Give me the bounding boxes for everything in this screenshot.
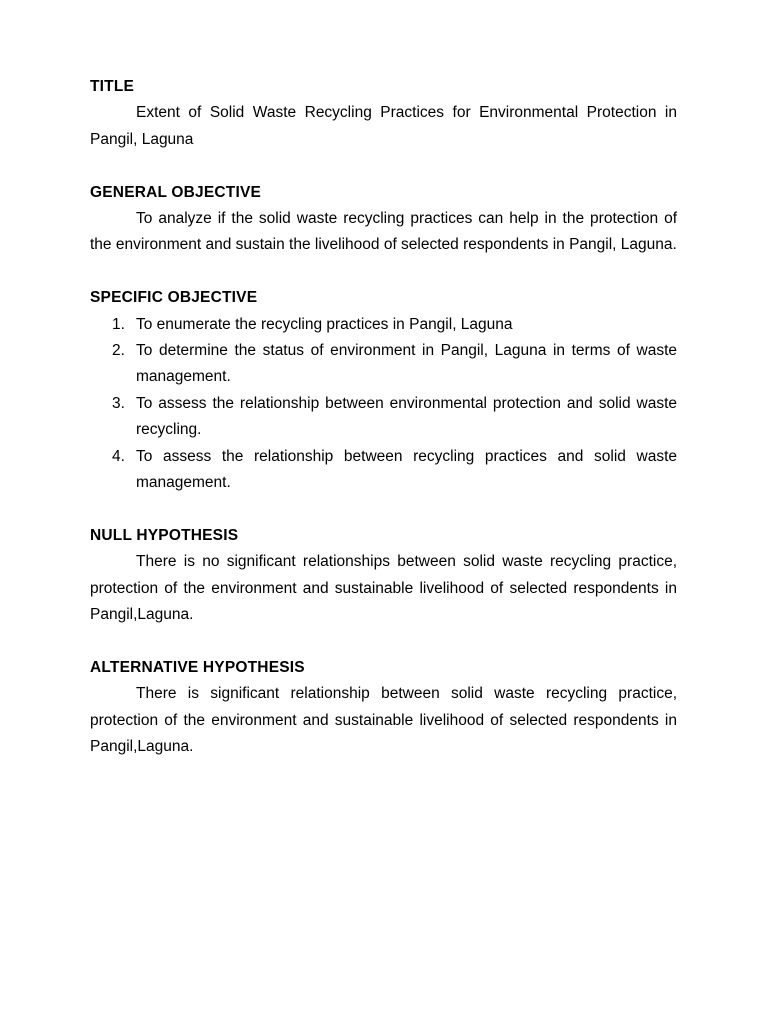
general-objective-section bbox=[90, 180, 677, 259]
list-item-text: To determine the status of environment in Pangil, Laguna in terms of waste management. bbox=[136, 342, 677, 386]
list-item-number: 1. bbox=[112, 315, 125, 333]
null-hypothesis-heading: NULL HYPOTHESIS bbox=[90, 526, 239, 544]
list-item bbox=[90, 391, 677, 444]
list-item-text: To assess the relationship between environmental protection and solid waste recycling. bbox=[136, 394, 677, 439]
general-objective-heading: GENERAL OBJECTIVE bbox=[90, 183, 262, 201]
specific-objective-section bbox=[90, 285, 677, 496]
list-item bbox=[90, 444, 677, 497]
null-hypothesis-section bbox=[90, 523, 677, 629]
title-text: Extent of Solid Waste Recycling Practices for Environmental Protection in Pangil, Laguna bbox=[90, 104, 677, 148]
list-item-number: 2. bbox=[112, 342, 125, 360]
general-objective-text: To analyze if the solid waste recycling practices can help in the protection of the environment and sustain the livelihood of selected respondents in Pangil, Laguna. bbox=[90, 210, 677, 254]
specific-objective-heading: SPECIFIC OBJECTIVE bbox=[90, 289, 258, 307]
document-page bbox=[90, 74, 677, 787]
alternative-hypothesis-text: There is significant relationship between solid waste recycling practice, protection of the environment and sustainable livelihood of selected respondents in Pangil,Laguna. bbox=[90, 685, 677, 756]
null-hypothesis-text: There is no significant relationships between solid waste recycling practice, protection of the environment and sustainable livelihood of selected respondents in Pangil,Laguna. bbox=[90, 553, 677, 624]
specific-objective-list bbox=[90, 312, 677, 497]
list-item-text: To enumerate the recycling practices in Pangil, Laguna bbox=[136, 315, 513, 333]
list-item bbox=[90, 338, 677, 391]
list-item-text: To assess the relationship between recycling practices and solid waste management. bbox=[136, 447, 677, 492]
list-item-number: 4. bbox=[112, 447, 125, 465]
alternative-hypothesis-section bbox=[90, 655, 677, 761]
title-heading: TITLE bbox=[90, 78, 135, 95]
title-section bbox=[90, 74, 677, 153]
list-item bbox=[90, 312, 677, 338]
alternative-hypothesis-heading: ALTERNATIVE HYPOTHESIS bbox=[90, 658, 305, 676]
list-item-number: 3. bbox=[112, 394, 125, 412]
